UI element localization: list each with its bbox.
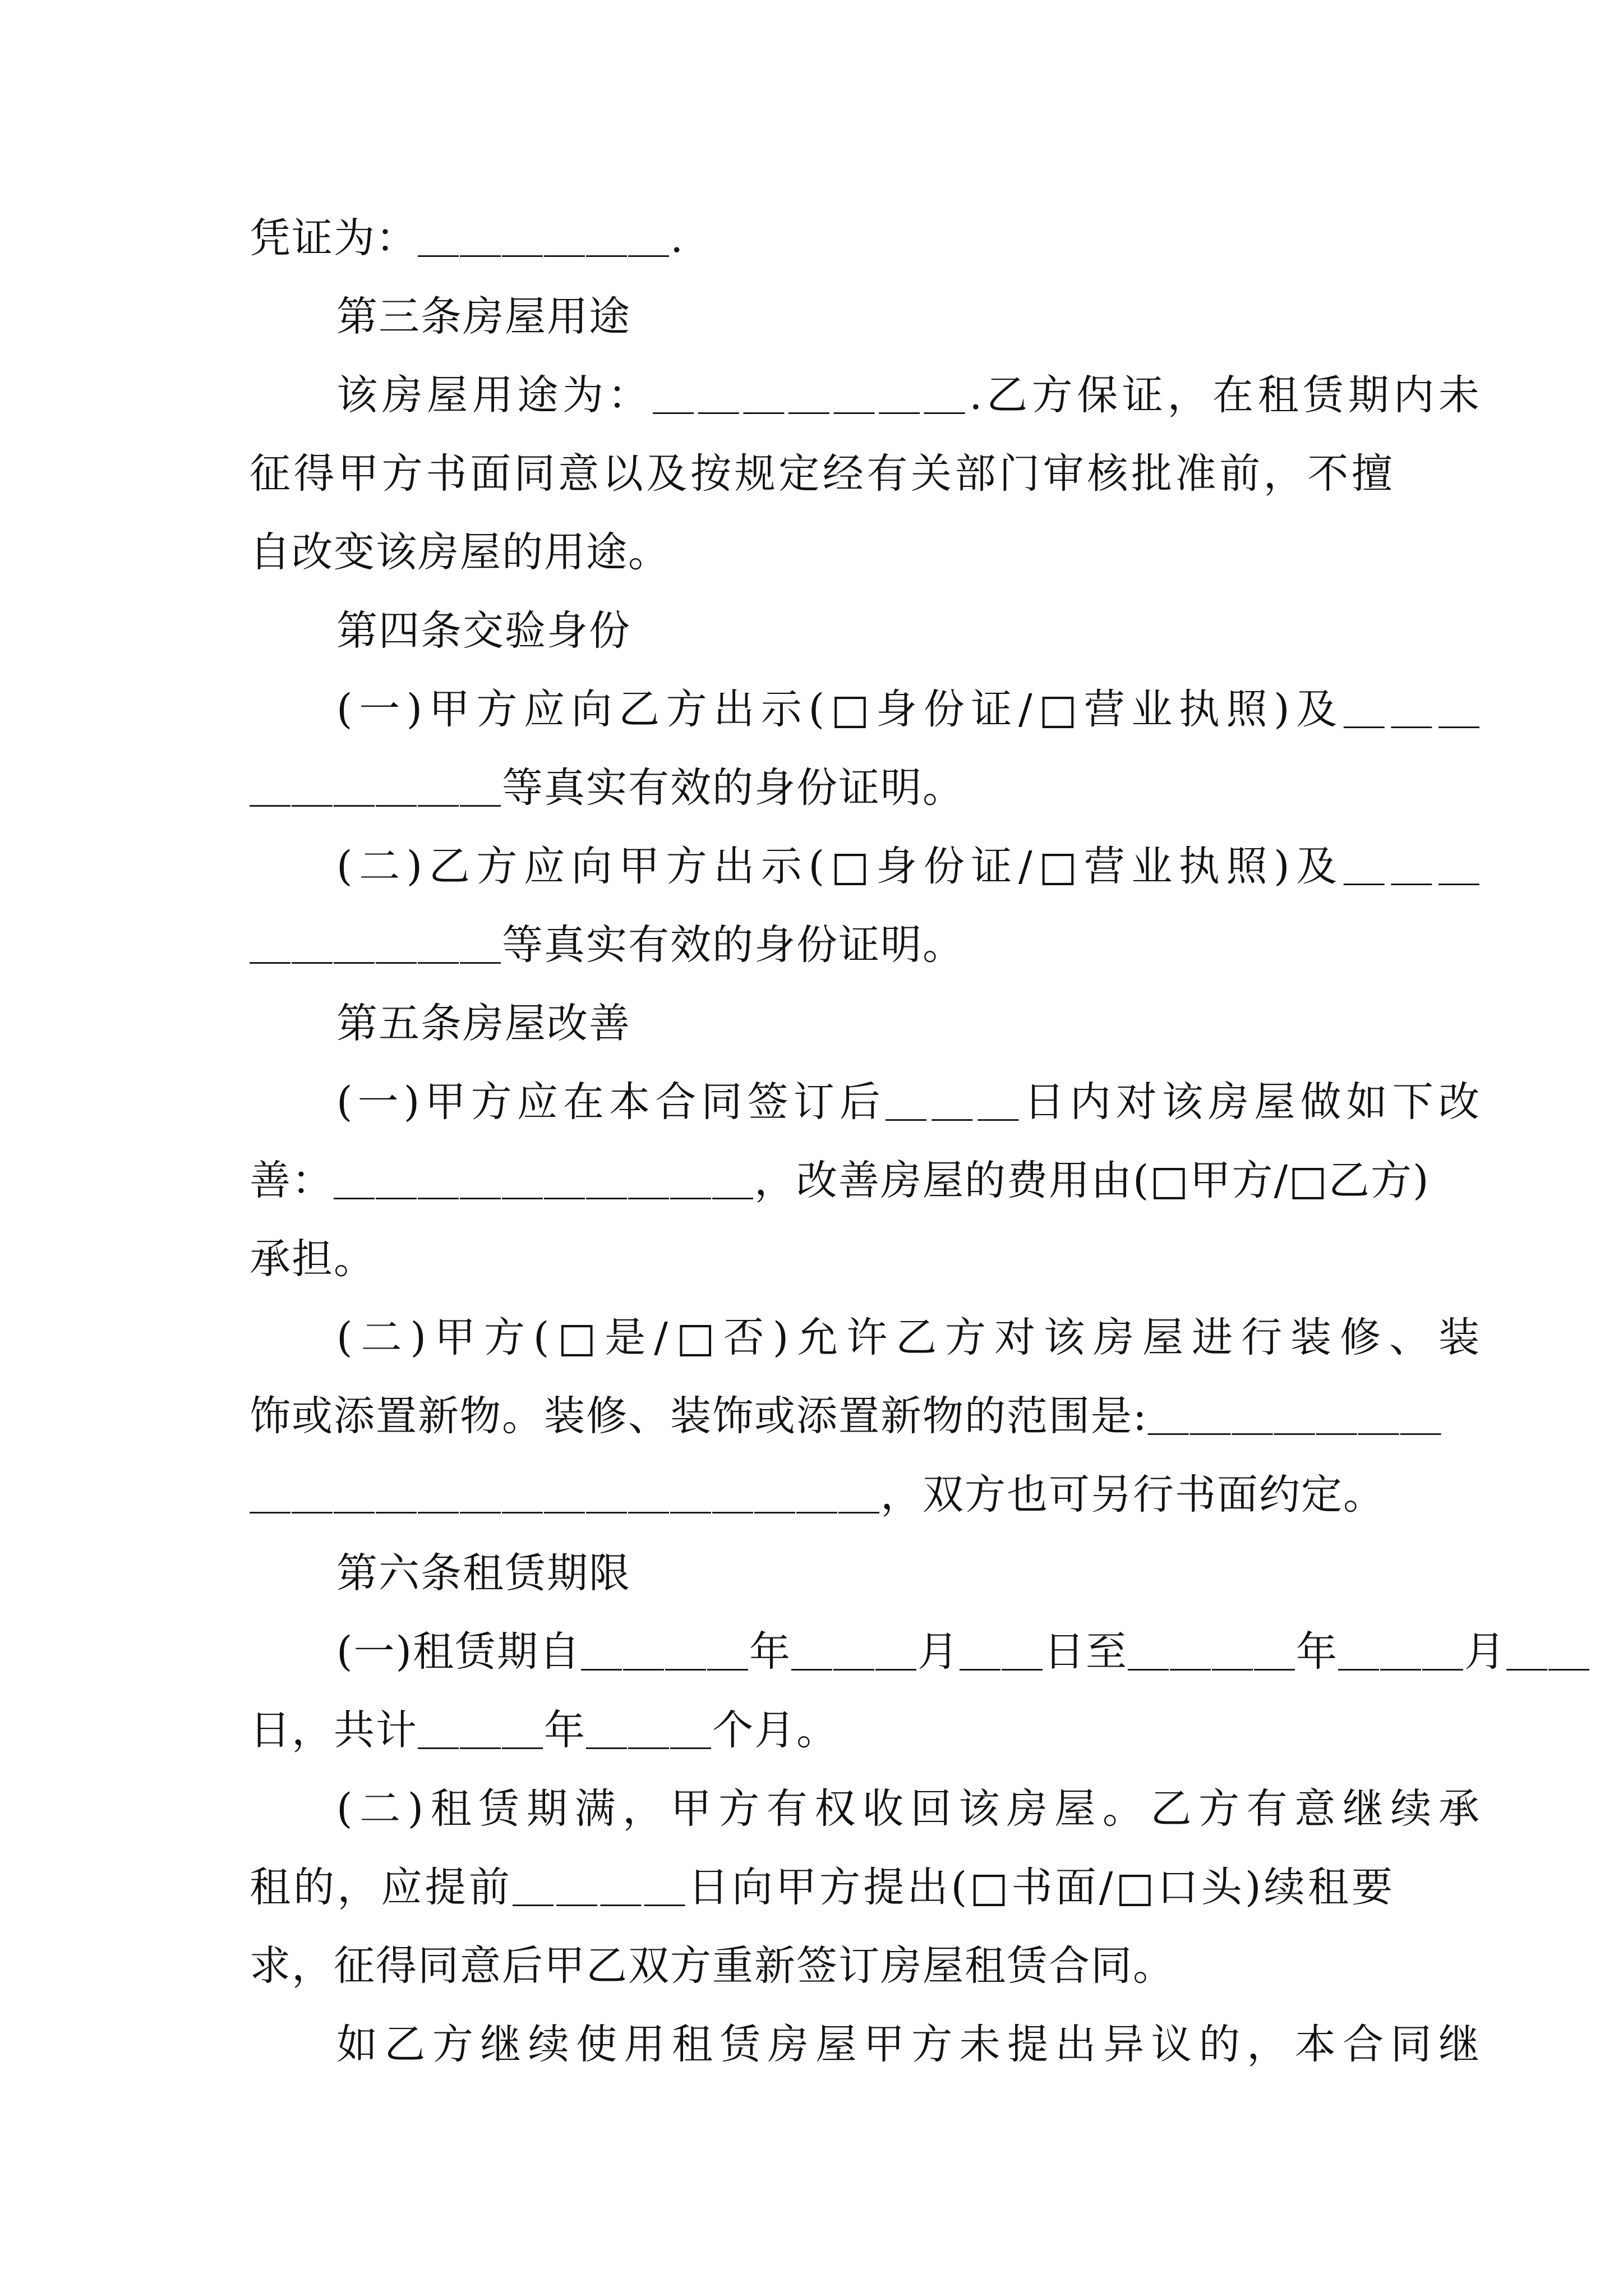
text-line: 凭证为：＿＿＿＿＿＿. <box>250 214 685 262</box>
text-line: 征得甲方书面同意以及按规定经有关部门审核批准前，不擅 <box>250 450 1394 498</box>
section-heading: 第四条交验身份 <box>336 607 631 655</box>
text-line: 日，共计＿＿＿年＿＿＿个月。 <box>250 1706 838 1754</box>
text-line: (二)甲方(□是/□否)允许乙方对该房屋进行装修、装 <box>336 1314 1481 1361</box>
text-line: (二)租赁期满，甲方有权收回该房屋。乙方有意继续承 <box>336 1785 1481 1833</box>
text-line: 饰或添置新物。装修、装饰或添置新物的范围是:＿＿＿＿＿＿＿ <box>250 1392 1442 1440</box>
text-line: ＿＿＿＿＿＿等真实有效的身份证明。 <box>250 921 965 969</box>
section-heading: 第六条租赁期限 <box>336 1549 631 1597</box>
text-line: 该房屋用途为：＿＿＿＿＿＿＿.乙方保证，在租赁期内未 <box>336 371 1481 419</box>
section-heading: 第五条房屋改善 <box>336 1000 631 1047</box>
text-line: (一)甲方应向乙方出示(□身份证/□营业执照)及＿＿＿ <box>336 685 1481 733</box>
text-line: 求，征得同意后甲乙双方重新签订房屋租赁合同。 <box>250 1942 1175 1990</box>
text-line: ＿＿＿＿＿＿等真实有效的身份证明。 <box>250 764 965 812</box>
section-heading: 第三条房屋用途 <box>336 293 631 341</box>
text-line: (二)乙方应向甲方出示(□身份证/□营业执照)及＿＿＿ <box>336 843 1481 890</box>
text-line: (一)租赁期自＿＿＿＿年＿＿＿月＿＿日至＿＿＿＿年＿＿＿月＿＿ <box>336 1628 1590 1676</box>
text-line: 租的，应提前＿＿＿＿日向甲方提出(□书面/□口头)续租要 <box>250 1864 1394 1911</box>
text-line: 善：＿＿＿＿＿＿＿＿＿＿，改善房屋的费用由(□甲方/□乙方) <box>250 1157 1430 1204</box>
text-line: 如乙方继续使用租赁房屋甲方未提出异议的，本合同继 <box>336 2021 1481 2068</box>
text-line: 承担。 <box>250 1235 376 1283</box>
text-line: (一)甲方应在本合同签订后＿＿＿日内对该房屋做如下改 <box>336 1078 1481 1126</box>
text-line: ＿＿＿＿＿＿＿＿＿＿＿＿＿＿＿，双方也可另行书面约定。 <box>250 1471 1385 1519</box>
text-line: 自改变该房屋的用途。 <box>250 528 670 576</box>
